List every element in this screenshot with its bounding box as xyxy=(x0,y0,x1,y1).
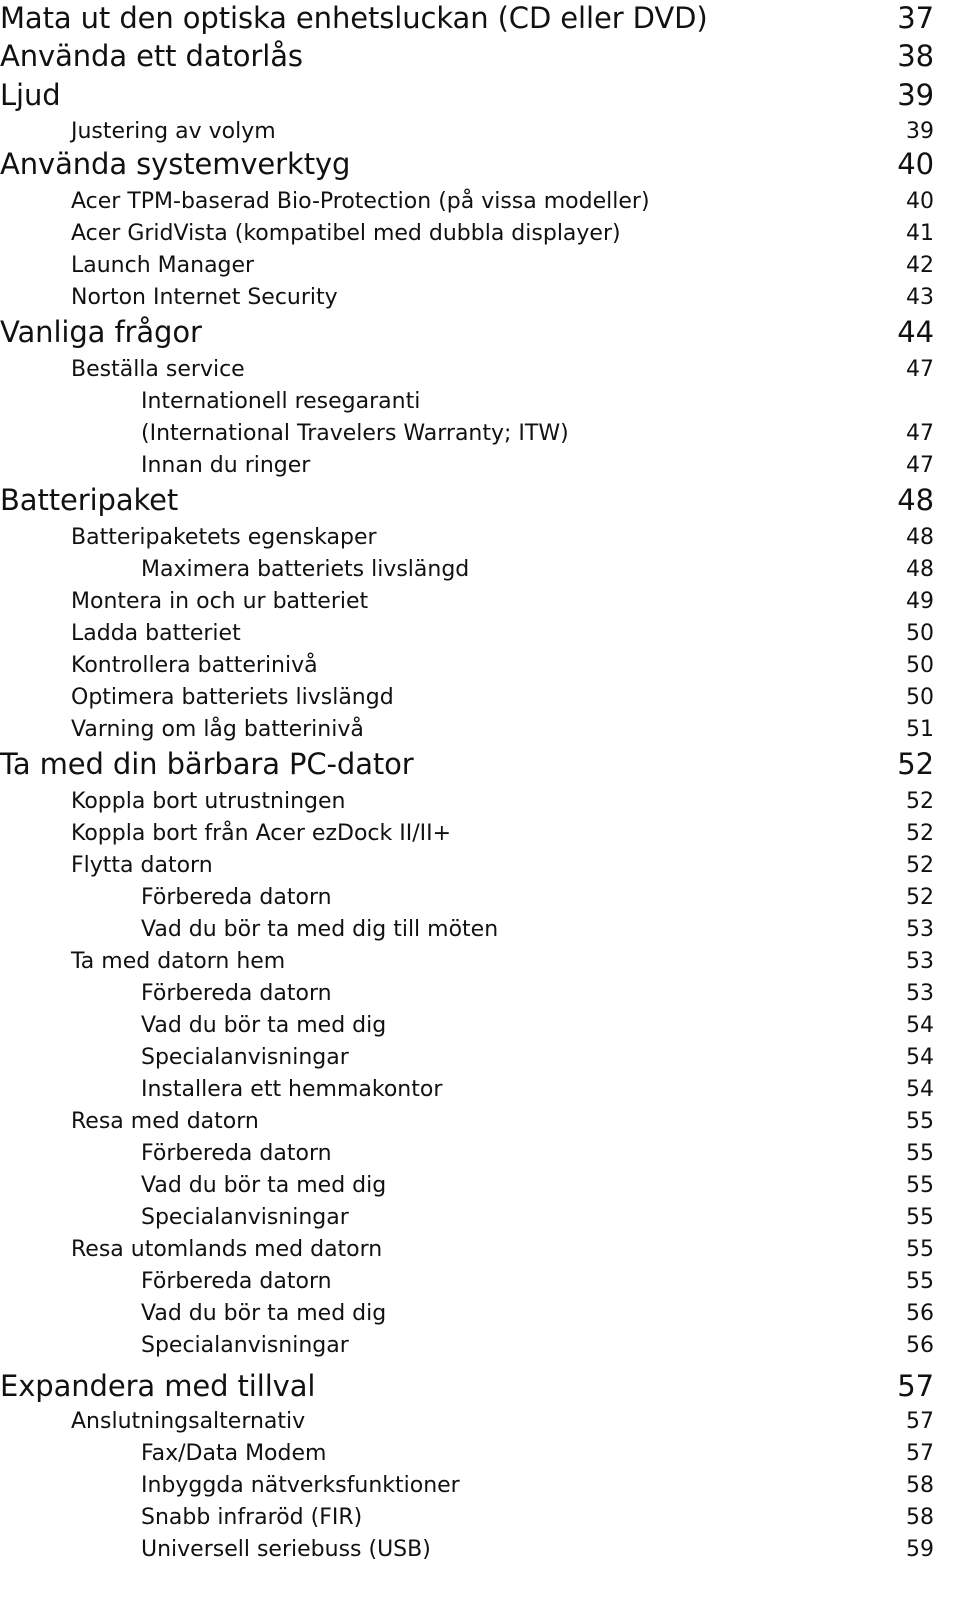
toc-entry-level-2[interactable] xyxy=(0,116,934,148)
toc-entry-level-1[interactable] xyxy=(0,0,934,40)
toc-entry-page-number: 37 xyxy=(897,1,934,35)
toc-entry-title: Resa utomlands med datorn xyxy=(71,1237,383,1262)
toc-entry-title: Specialanvisningar xyxy=(141,1333,349,1358)
toc-entry-level-2[interactable] xyxy=(0,1106,934,1138)
toc-entry-page-number: 51 xyxy=(906,717,934,742)
toc-entry-level-3[interactable] xyxy=(0,882,934,914)
toc-entry-title: Använda systemverktyg xyxy=(0,147,351,181)
toc-entry-title: Norton Internet Security xyxy=(71,285,338,310)
toc-entry-title: Acer TPM-baserad Bio-Protection (på vissa modeller) xyxy=(71,189,650,214)
toc-entry-title: Universell seriebuss (USB) xyxy=(141,1537,431,1562)
toc-entry-level-2[interactable] xyxy=(0,618,934,650)
toc-entry-level-1[interactable] xyxy=(0,77,934,117)
toc-entry-level-2[interactable] xyxy=(0,714,934,746)
toc-entry-level-3[interactable] xyxy=(0,1170,934,1202)
toc-entry-page-number: 50 xyxy=(906,653,934,678)
toc-entry-page-number: 58 xyxy=(906,1505,934,1530)
toc-entry-level-3[interactable] xyxy=(0,1010,934,1042)
toc-entry-level-3[interactable] xyxy=(0,1470,934,1502)
toc-entry-title: Ljud xyxy=(0,78,61,112)
toc-entry-title: Acer GridVista (kompatibel med dubbla displayer) xyxy=(71,221,621,246)
toc-entry-level-2[interactable] xyxy=(0,250,934,282)
toc-entry-level-2[interactable] xyxy=(0,1406,934,1438)
toc-entry-level-3[interactable] xyxy=(0,1074,934,1106)
toc-entry-level-3[interactable] xyxy=(0,1298,934,1330)
toc-entry-page-number: 48 xyxy=(897,483,934,517)
toc-entry-page-number: 39 xyxy=(897,78,934,112)
toc-entry-level-3[interactable] xyxy=(0,1138,934,1170)
toc-entry-title: Varning om låg batterinivå xyxy=(71,717,364,742)
toc-entry-level-2[interactable] xyxy=(0,1234,934,1266)
toc-entry-page-number: 52 xyxy=(906,821,934,846)
toc-entry-page-number: 52 xyxy=(897,747,934,781)
toc-entry-level-2[interactable] xyxy=(0,650,934,682)
toc-entry-level-1[interactable] xyxy=(0,146,934,186)
toc-entry-level-2[interactable] xyxy=(0,946,934,978)
toc-entry-page-number: 50 xyxy=(906,621,934,646)
toc-entry-page-number: 47 xyxy=(906,453,934,478)
toc-entry-page-number: 42 xyxy=(906,253,934,278)
toc-entry-level-2[interactable] xyxy=(0,218,934,250)
toc-entry-level-2[interactable] xyxy=(0,850,934,882)
toc-entry-page-number: 55 xyxy=(906,1205,934,1230)
toc-entry-page-number: 48 xyxy=(906,525,934,550)
toc-entry-page-number: 47 xyxy=(906,421,934,446)
toc-entry-level-2[interactable] xyxy=(0,682,934,714)
toc-entry-title: Inbyggda nätverksfunktioner xyxy=(141,1473,460,1498)
toc-entry-level-3[interactable] xyxy=(0,1438,934,1470)
toc-entry-page-number: 40 xyxy=(906,189,934,214)
toc-entry-title: Expandera med tillval xyxy=(0,1369,316,1403)
toc-entry-level-2[interactable] xyxy=(0,186,934,218)
toc-entry-title: Anslutningsalternativ xyxy=(71,1409,306,1434)
toc-entry-title: Vad du bör ta med dig xyxy=(141,1173,387,1198)
toc-entry-title: Innan du ringer xyxy=(141,453,311,478)
toc-entry-title: Montera in och ur batteriet xyxy=(71,589,369,614)
toc-entry-title: Justering av volym xyxy=(71,119,276,144)
toc-entry-title: Förbereda datorn xyxy=(141,1141,332,1166)
toc-entry-level-3[interactable] xyxy=(0,1202,934,1234)
toc-entry-title: Specialanvisningar xyxy=(141,1205,349,1230)
toc-entry-title: Koppla bort från Acer ezDock II/II+ xyxy=(71,821,452,846)
toc-entry-page-number: 54 xyxy=(906,1045,934,1070)
toc-entry-level-3[interactable] xyxy=(0,1042,934,1074)
toc-entry-title: Specialanvisningar xyxy=(141,1045,349,1070)
toc-entry-title: Maximera batteriets livslängd xyxy=(141,557,470,582)
toc-entry-level-3[interactable] xyxy=(0,1266,934,1298)
toc-entry-page-number: 52 xyxy=(906,885,934,910)
toc-entry-title: Kontrollera batterinivå xyxy=(71,653,318,678)
toc-entry-page-number: 49 xyxy=(906,589,934,614)
toc-entry-title: Vanliga frågor xyxy=(0,315,202,349)
toc-entry-page-number: 55 xyxy=(906,1141,934,1166)
toc-entry-title: Vad du bör ta med dig xyxy=(141,1301,387,1326)
toc-entry-page-number: 57 xyxy=(897,1369,934,1403)
toc-entry-level-3[interactable] xyxy=(0,554,934,586)
toc-entry-title: Batteripaketets egenskaper xyxy=(71,525,377,550)
toc-entry-page-number: 55 xyxy=(906,1269,934,1294)
toc-entry-title: Fax/Data Modem xyxy=(141,1441,327,1466)
toc-entry-page-number: 38 xyxy=(897,39,934,73)
toc-entry-title: Batteripaket xyxy=(0,483,179,517)
toc-entry-title: Snabb infraröd (FIR) xyxy=(141,1505,363,1530)
toc-entry-page-number: 57 xyxy=(906,1441,934,1466)
toc-entry-page-number: 41 xyxy=(906,221,934,246)
toc-entry-page-number: 55 xyxy=(906,1109,934,1134)
toc-entry-title: Förbereda datorn xyxy=(141,885,332,910)
toc-entry-page-number: 52 xyxy=(906,853,934,878)
toc-entry-page-number: 57 xyxy=(906,1409,934,1434)
toc-entry-level-1[interactable] xyxy=(0,38,934,78)
toc-entry-page-number: 43 xyxy=(906,285,934,310)
toc-entry-level-3[interactable] xyxy=(0,450,934,482)
toc-entry-title: Mata ut den optiska enhetsluckan (CD eller DVD) xyxy=(0,1,708,35)
toc-entry-page-number: 53 xyxy=(906,981,934,1006)
toc-entry-page-number: 52 xyxy=(906,789,934,814)
toc-entry-page-number: 58 xyxy=(906,1473,934,1498)
toc-entry-title: (International Travelers Warranty; ITW) xyxy=(141,421,569,446)
toc-entry-page-number: 54 xyxy=(906,1077,934,1102)
toc-entry-title: Flytta datorn xyxy=(71,853,213,878)
toc-entry-level-3[interactable] xyxy=(0,978,934,1010)
toc-entry-level-3[interactable] xyxy=(0,1330,934,1362)
toc-entry-level-2[interactable] xyxy=(0,522,934,554)
toc-entry-title: Förbereda datorn xyxy=(141,981,332,1006)
toc-entry-title: Installera ett hemmakontor xyxy=(141,1077,443,1102)
toc-entry-page-number: 40 xyxy=(897,147,934,181)
toc-entry-page-number: 39 xyxy=(906,119,934,144)
toc-entry-title: Vad du bör ta med dig till möten xyxy=(141,917,499,942)
toc-entry-title: Använda ett datorlås xyxy=(0,39,303,73)
toc-entry-title: Ta med datorn hem xyxy=(71,949,286,974)
toc-entry-title: Beställa service xyxy=(71,357,245,382)
toc-entry-level-2[interactable] xyxy=(0,786,934,818)
toc-entry-page-number: 59 xyxy=(906,1537,934,1562)
toc-entry-page-number: 50 xyxy=(906,685,934,710)
toc-entry-page-number: 48 xyxy=(906,557,934,582)
toc-entry-page-number: 54 xyxy=(906,1013,934,1038)
toc-entry-level-1[interactable] xyxy=(0,314,934,354)
toc-entry-page-number: 55 xyxy=(906,1173,934,1198)
toc-entry-page-number: 56 xyxy=(906,1301,934,1326)
toc-entry-page-number: 55 xyxy=(906,1237,934,1262)
toc-entry-title: Koppla bort utrustningen xyxy=(71,789,346,814)
toc-entry-page-number: 53 xyxy=(906,917,934,942)
toc-entry-page-number: 53 xyxy=(906,949,934,974)
toc-entry-title: Internationell resegaranti xyxy=(141,389,421,414)
toc-entry-level-3[interactable] xyxy=(0,914,934,946)
toc-entry-page-number: 44 xyxy=(897,315,934,349)
toc-entry-level-3[interactable] xyxy=(0,418,934,450)
toc-entry-title: Resa med datorn xyxy=(71,1109,259,1134)
toc-entry-level-1[interactable] xyxy=(0,482,934,522)
toc-entry-level-1[interactable] xyxy=(0,746,934,786)
toc-entry-level-1[interactable] xyxy=(0,1368,934,1408)
toc-entry-level-3[interactable] xyxy=(0,1502,934,1534)
toc-entry-title: Förbereda datorn xyxy=(141,1269,332,1294)
toc-entry-title: Launch Manager xyxy=(71,253,255,278)
toc-entry-title: Ladda batteriet xyxy=(71,621,241,646)
toc-entry-level-3[interactable] xyxy=(0,1534,934,1566)
toc-entry-page-number: 56 xyxy=(906,1333,934,1358)
toc-entry-level-2[interactable] xyxy=(0,818,934,850)
toc-entry-title: Optimera batteriets livslängd xyxy=(71,685,394,710)
toc-entry-level-2[interactable] xyxy=(0,586,934,618)
toc-entry-level-3[interactable] xyxy=(0,386,934,418)
toc-entry-level-2[interactable] xyxy=(0,354,934,386)
toc-entry-title: Ta med din bärbara PC-dator xyxy=(0,747,414,781)
toc-entry-level-2[interactable] xyxy=(0,282,934,314)
toc-entry-title: Vad du bör ta med dig xyxy=(141,1013,387,1038)
toc-entry-page-number: 47 xyxy=(906,357,934,382)
